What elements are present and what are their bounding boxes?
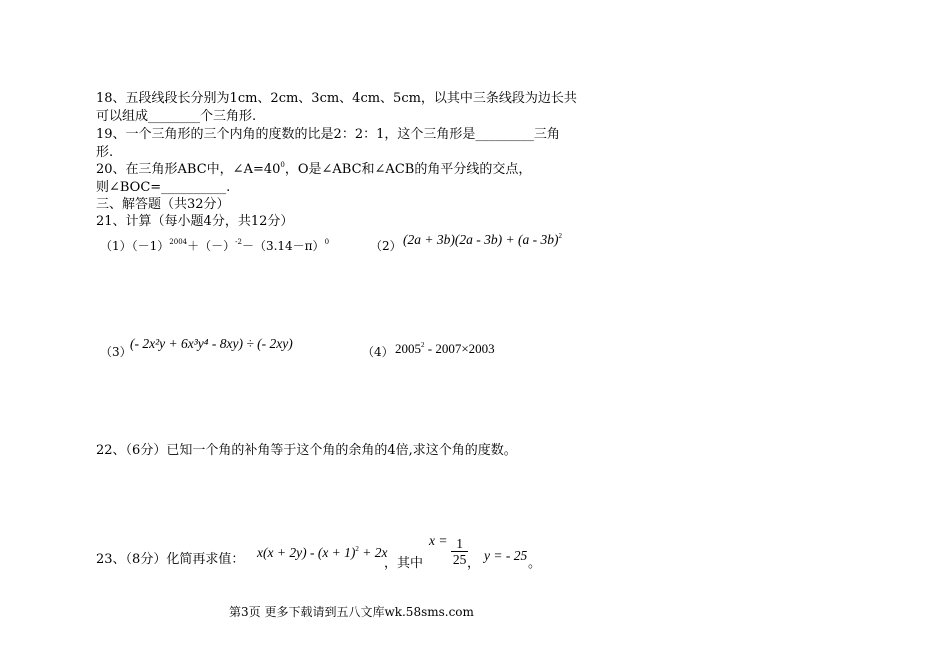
q21-p2-expr: (2a + 3b)(2a - 3b) + (a - 3b) [403, 232, 559, 247]
q21-p2-exp: 2 [558, 232, 562, 240]
q21-p4-expression [395, 341, 495, 357]
q18-line2: 可以组成________个三角形. [96, 109, 257, 124]
q21-p1-exp1: 2004 [169, 238, 188, 246]
q21-p4-rest: - 2007×2003 [424, 341, 495, 356]
section-3-heading: 三、解答题（共32分） [96, 197, 230, 212]
q23-comma: ， [467, 556, 481, 571]
q22-text: 22、（6分）已知一个角的补角等于这个角的余角的4倍,求这个角的度数。 [96, 443, 517, 458]
q23-x-lhs: x = [429, 533, 448, 548]
q23-expr-a: x(x + 2y) - (x + 1) [257, 545, 356, 560]
q20-text-b: ，O是∠ABC和∠ACB的角平分线的交点， [284, 162, 532, 177]
q21-p2-expression [403, 232, 562, 248]
q23-y-value [484, 548, 527, 564]
q23-x-numerator: 1 [451, 536, 469, 552]
page-footer: 第3页 更多下载请到五八文库wk.58sms.com [229, 605, 474, 619]
q23-expr-b: + 2x [358, 545, 388, 560]
q23-expression [257, 545, 388, 561]
q23-prefix: 23、（8分）化简再求值： [96, 552, 245, 567]
q18-line1: 18、五段线段长分别为1cm、2cm、3cm、4cm、5cm，以其中三条线段为边长共 [96, 91, 577, 106]
q23-end: 。 [528, 556, 542, 571]
q23-expr-exp: 2 [355, 545, 359, 553]
q21-header: 21、计算（每小题4分，共12分） [96, 214, 294, 229]
q20-text-a: 20、在三角形ABC中，∠A=40 [96, 162, 281, 177]
q21-p3-expression [130, 336, 293, 352]
q21-p2-label: （2） [370, 239, 402, 253]
q21-p4-label: （4） [362, 345, 394, 359]
q21-p3-expr: (- 2x²y + 6x³y⁴ - 8xy) ÷ (- 2xy) [130, 336, 293, 351]
q21-p3-label: （3） [100, 345, 132, 359]
q21-part3-label-wrap [100, 343, 132, 360]
q19-line1: 19、一个三角形的三个内角的度数的比是2：2：1，这个三角形是_________三角 [96, 127, 560, 142]
q23-x-fraction [451, 536, 469, 567]
q21-p1-term2: ＋（－） [187, 239, 236, 253]
q20-degree-sup: 0 [280, 161, 285, 169]
q21-part1 [100, 237, 329, 254]
q21-p1-exp2: -2 [235, 238, 242, 246]
q21-p1-term3: －（3.14－π） [241, 239, 325, 253]
q19-line2: 形. [96, 145, 114, 160]
q23-x-denominator: 25 [452, 552, 467, 568]
q21-p1-label: （1） [100, 239, 132, 253]
q23-x-value [429, 533, 468, 567]
q21-part4-label-wrap [362, 343, 394, 360]
q20-line2: 则∠BOC=__________. [96, 180, 231, 195]
q23-where: ，其中 [384, 556, 424, 571]
q21-p1-term1: （－1） [131, 239, 170, 253]
q20-line1 [96, 162, 531, 178]
q23-y-eq: y = - 25 [484, 548, 528, 563]
q21-p1-exp3: 0 [324, 238, 330, 246]
q21-part2 [370, 237, 402, 254]
q21-p4-exp: 2 [421, 341, 425, 349]
q21-p4-base: 2005 [395, 341, 421, 356]
